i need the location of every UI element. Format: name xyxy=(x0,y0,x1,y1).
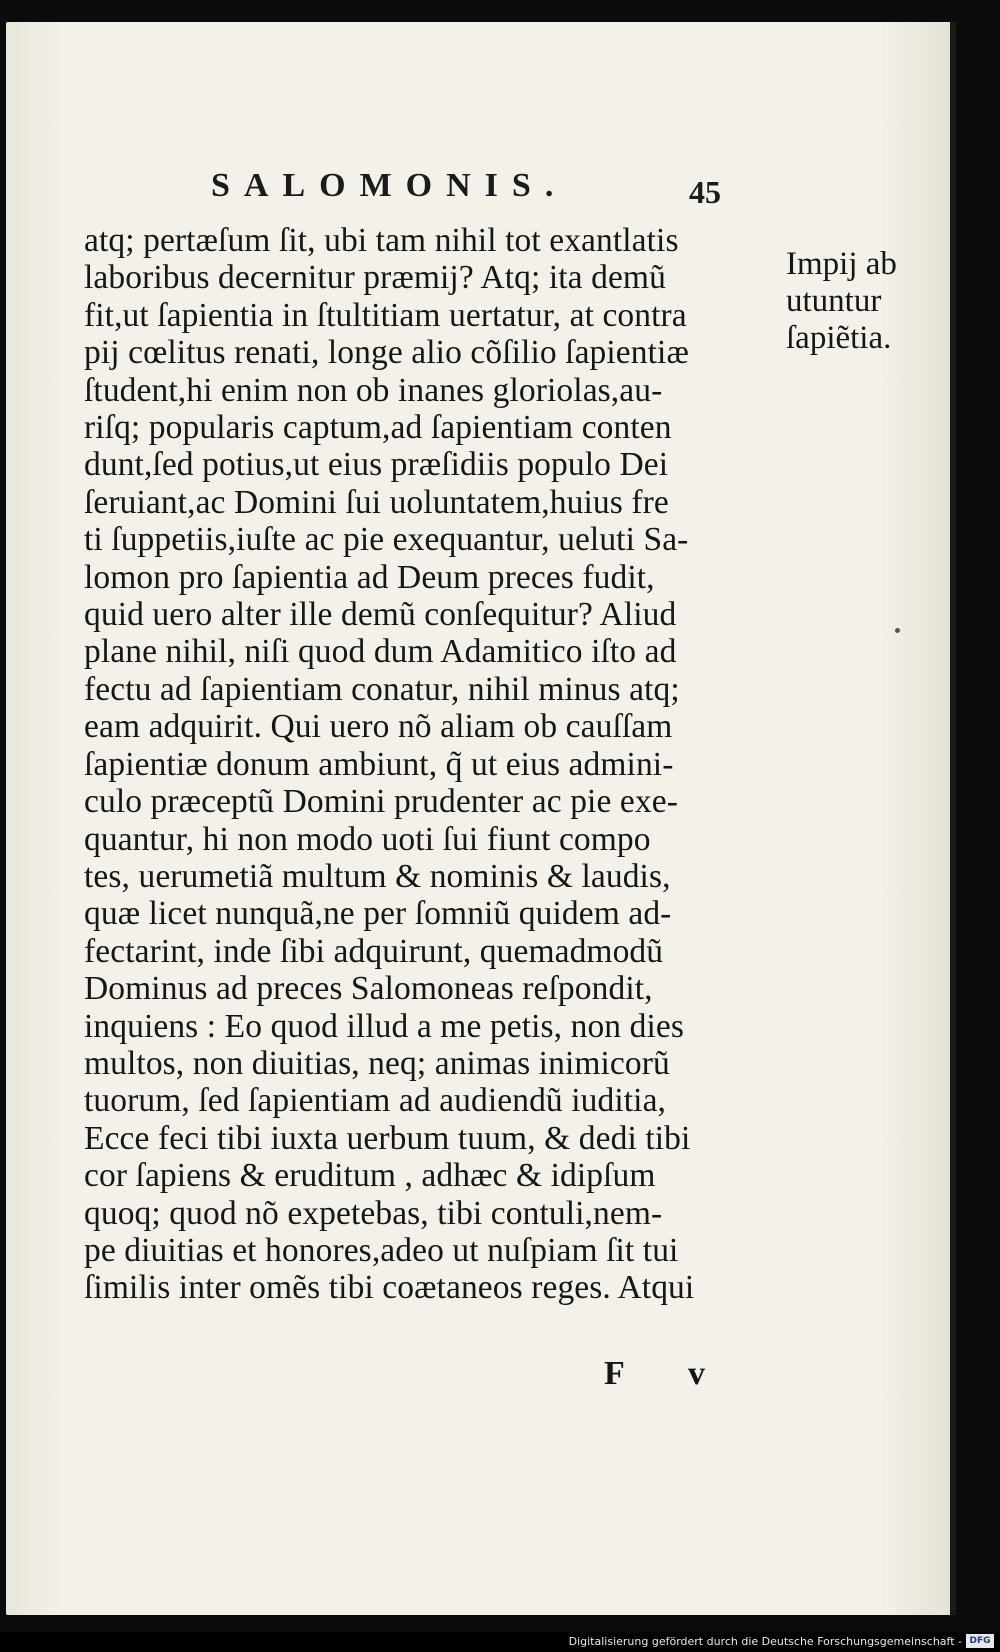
funding-credit: Digitalisierung gefördert durch die Deutsche Forschungsgemeinschaft - xyxy=(568,1635,962,1648)
text-line: pij cœlitus renati, longe alio cõſilio ſapientiæ xyxy=(84,334,689,372)
text-line: fectarint, inde ſibi adquirunt, quemadmodũ xyxy=(84,932,664,970)
text-line: riſq; popularis captum,ad ſapientiam conten xyxy=(84,409,672,447)
page-edge xyxy=(950,22,956,1615)
text-line: ſtudent,hi enim non ob inanes gloriolas,au- xyxy=(84,371,663,409)
text-line: culo præceptũ Domini prudenter ac pie exe- xyxy=(84,783,678,821)
text-line: ſapientiæ donum ambiunt, q̃ ut eius admini- xyxy=(84,745,674,783)
text-line: atq; pertæſum ſit, ubi tam nihil tot exantlatis xyxy=(84,222,679,259)
marginal-note xyxy=(786,246,946,357)
text-line: ſeruiant,ac Domini ſui uoluntatem,huius fre xyxy=(84,483,669,521)
text-line: Dominus ad preces Salomoneas reſpondit, xyxy=(84,970,653,1008)
dfg-logo: DFG xyxy=(966,1634,994,1648)
marginal-note-line: utuntur xyxy=(786,283,882,319)
text-line: pe diuitias et honores,adeo ut nuſpiam ſit tui xyxy=(84,1231,679,1269)
text-line: ſimilis inter omẽs tibi coætaneos reges. Atqui xyxy=(84,1269,695,1307)
marginal-note-line: Impij ab xyxy=(786,246,897,282)
text-line: plane nihil, niſi quod dum Adamitico iſto ad xyxy=(84,633,677,671)
text-line: Ecce feci tibi iuxta uerbum tuum, & dedi tibi xyxy=(84,1119,691,1157)
text-line: dunt,ſed potius,ut eius præſidiis populo Dei xyxy=(84,446,669,484)
body-text xyxy=(84,222,784,1307)
text-line: multos, non diuitias, neq; animas inimicorũ xyxy=(84,1044,670,1082)
text-line: laboribus decernitur præmij? Atq; ita demũ xyxy=(84,259,666,297)
text-line: quæ licet nunquã,ne per ſomniũ quidem ad- xyxy=(84,895,672,933)
book-page xyxy=(6,22,956,1615)
text-line: quoq; quod nõ expetebas, tibi contuli,nem- xyxy=(84,1194,663,1232)
text-line: tuorum, ſed ſapientiam ad audiendũ iuditia, xyxy=(84,1082,667,1120)
text-line: lomon pro ſapientia ad Deum preces fudit, xyxy=(84,558,655,596)
running-head: SALOMONIS. xyxy=(211,167,568,204)
text-line: eam adquirit. Qui uero nõ aliam ob cauſſam xyxy=(84,708,673,746)
text-line: fit,ut ſapientia in ſtultitiam uertatur, at contra xyxy=(84,296,687,334)
marginal-note-line: ſapiẽtia. xyxy=(786,320,892,356)
signature-mark: F v xyxy=(604,1355,734,1392)
text-line: ti ſuppetiis,iuſte ac pie exequantur, ueluti Sa- xyxy=(84,521,689,559)
text-line: quantur, hi non modo uoti ſui fiunt compo xyxy=(84,820,651,858)
page-number: 45 xyxy=(689,174,721,210)
text-line: cor ſapiens & eruditum , adhæc & idipſum xyxy=(84,1157,656,1195)
text-line: fectu ad ſapientiam conatur, nihil minus atq; xyxy=(84,670,680,708)
text-line: quid uero alter ille demũ conſequitur? Aliud xyxy=(84,596,677,634)
text-line: inquiens : Eo quod illud a me petis, non dies xyxy=(84,1007,684,1045)
paper-speck xyxy=(895,628,900,633)
text-line: tes, uerumetiã multum & nominis & laudis, xyxy=(84,857,671,895)
